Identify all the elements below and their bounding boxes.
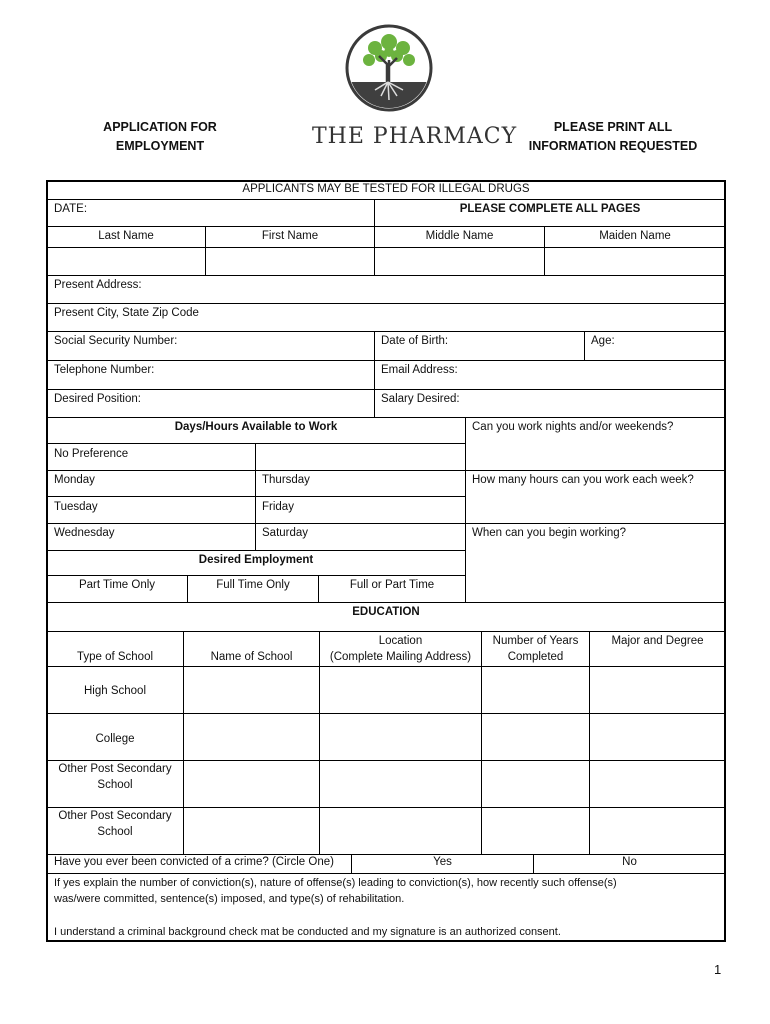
school-name-input[interactable] <box>183 666 320 714</box>
school-location-input[interactable] <box>319 713 482 761</box>
no-preference-label: No Preference <box>54 448 129 460</box>
saturday-label: Saturday <box>262 527 309 539</box>
crime-question: Have you ever been convicted of a crime? (Circle One) <box>54 856 334 868</box>
page-number: 1 <box>714 962 722 977</box>
monday-label: Monday <box>54 474 95 486</box>
row-type-label: Other Post Secondary <box>58 810 172 822</box>
header-left-line1: APPLICATION FOR <box>103 120 217 134</box>
first-name-input[interactable] <box>205 247 375 276</box>
logo <box>345 24 433 112</box>
ssn-label: Social Security Number: <box>54 335 178 347</box>
age-label: Age: <box>591 335 615 347</box>
crime-yes-label: Yes <box>433 856 452 868</box>
consent-statement: I understand a criminal background check mat be conducted and my signature is an authorized consent. <box>54 926 561 938</box>
school-major-input[interactable] <box>589 666 726 714</box>
school-name-input[interactable] <box>183 807 320 855</box>
city-state-zip-label: Present City, State Zip Code <box>54 307 199 319</box>
header-left-line2: EMPLOYMENT <box>115 139 205 153</box>
complete-all-notice: PLEASE COMPLETE ALL PAGES <box>459 203 641 215</box>
availability-header: Days/Hours Available to Work <box>174 421 338 433</box>
crime-explain-line1: If yes explain the number of conviction(s), nature of offense(s) leading to conviction(s), how recently such offense(s) <box>54 877 617 889</box>
present-address-field[interactable] <box>46 275 726 304</box>
school-name-input[interactable] <box>183 713 320 761</box>
full-or-part-label: Full or Part Time <box>349 579 435 591</box>
col-name-of-school: Name of School <box>210 651 293 663</box>
school-name-input[interactable] <box>183 760 320 808</box>
col-major-degree: Major and Degree <box>611 635 704 647</box>
row-type-label: Other Post Secondary <box>58 763 172 775</box>
school-major-input[interactable] <box>589 807 726 855</box>
col-years-line1: Number of Years <box>492 635 579 647</box>
date-field[interactable] <box>46 199 375 227</box>
crime-explain-line2: was/were committed, sentence(s) imposed, and type(s) of rehabilitation. <box>54 893 405 905</box>
last-name-input[interactable] <box>46 247 206 276</box>
testing-notice: APPLICANTS MAY BE TESTED FOR ILLEGAL DRUGS <box>242 183 530 195</box>
friday-label: Friday <box>262 501 294 513</box>
full-time-label: Full Time Only <box>216 579 290 591</box>
school-years-input[interactable] <box>481 807 590 855</box>
col-type-of-school: Type of School <box>76 651 154 663</box>
col-location-line1: Location <box>378 635 423 647</box>
school-major-input[interactable] <box>589 760 726 808</box>
school-location-input[interactable] <box>319 666 482 714</box>
col-years-line2: Completed <box>507 651 564 663</box>
school-years-input[interactable] <box>481 666 590 714</box>
telephone-label: Telephone Number: <box>54 364 155 376</box>
thursday-label: Thursday <box>262 474 310 486</box>
salary-desired-label: Salary Desired: <box>381 393 460 405</box>
row-type-label-2: School <box>97 826 133 838</box>
first-name-label: First Name <box>261 230 319 242</box>
school-years-input[interactable] <box>481 760 590 808</box>
wednesday-label: Wednesday <box>54 527 115 539</box>
header-right-line1: PLEASE PRINT ALL <box>553 120 673 134</box>
dob-label: Date of Birth: <box>381 335 449 347</box>
email-label: Email Address: <box>381 364 458 376</box>
nights-weekends-label: Can you work nights and/or weekends? <box>472 421 674 433</box>
middle-name-label: Middle Name <box>425 230 494 242</box>
tree-logo-icon <box>345 24 433 112</box>
row-type-label-2: School <box>97 779 133 791</box>
hours-per-week-label: How many hours can you work each week? <box>472 474 694 486</box>
maiden-name-label: Maiden Name <box>599 230 671 242</box>
desired-employment-header: Desired Employment <box>198 554 314 566</box>
school-years-input[interactable] <box>481 713 590 761</box>
education-title: EDUCATION <box>352 606 420 618</box>
school-location-input[interactable] <box>319 760 482 808</box>
row-type-label: High School <box>83 685 146 697</box>
last-name-label: Last Name <box>98 230 154 242</box>
row-type-label: College <box>95 733 135 745</box>
middle-name-input[interactable] <box>374 247 545 276</box>
part-time-label: Part Time Only <box>78 579 156 591</box>
begin-working-label: When can you begin working? <box>472 527 627 539</box>
brand-name: THE PHARMACY <box>312 124 518 149</box>
col-location-line2: (Complete Mailing Address) <box>329 651 472 663</box>
crime-no-label: No <box>622 856 637 868</box>
header-right-line2: INFORMATION REQUESTED <box>528 139 698 153</box>
present-address-label: Present Address: <box>54 279 142 291</box>
school-major-input[interactable] <box>589 713 726 761</box>
date-label: DATE: <box>54 203 88 215</box>
school-location-input[interactable] <box>319 807 482 855</box>
maiden-name-input[interactable] <box>544 247 726 276</box>
tuesday-label: Tuesday <box>54 501 98 513</box>
desired-position-label: Desired Position: <box>54 393 141 405</box>
